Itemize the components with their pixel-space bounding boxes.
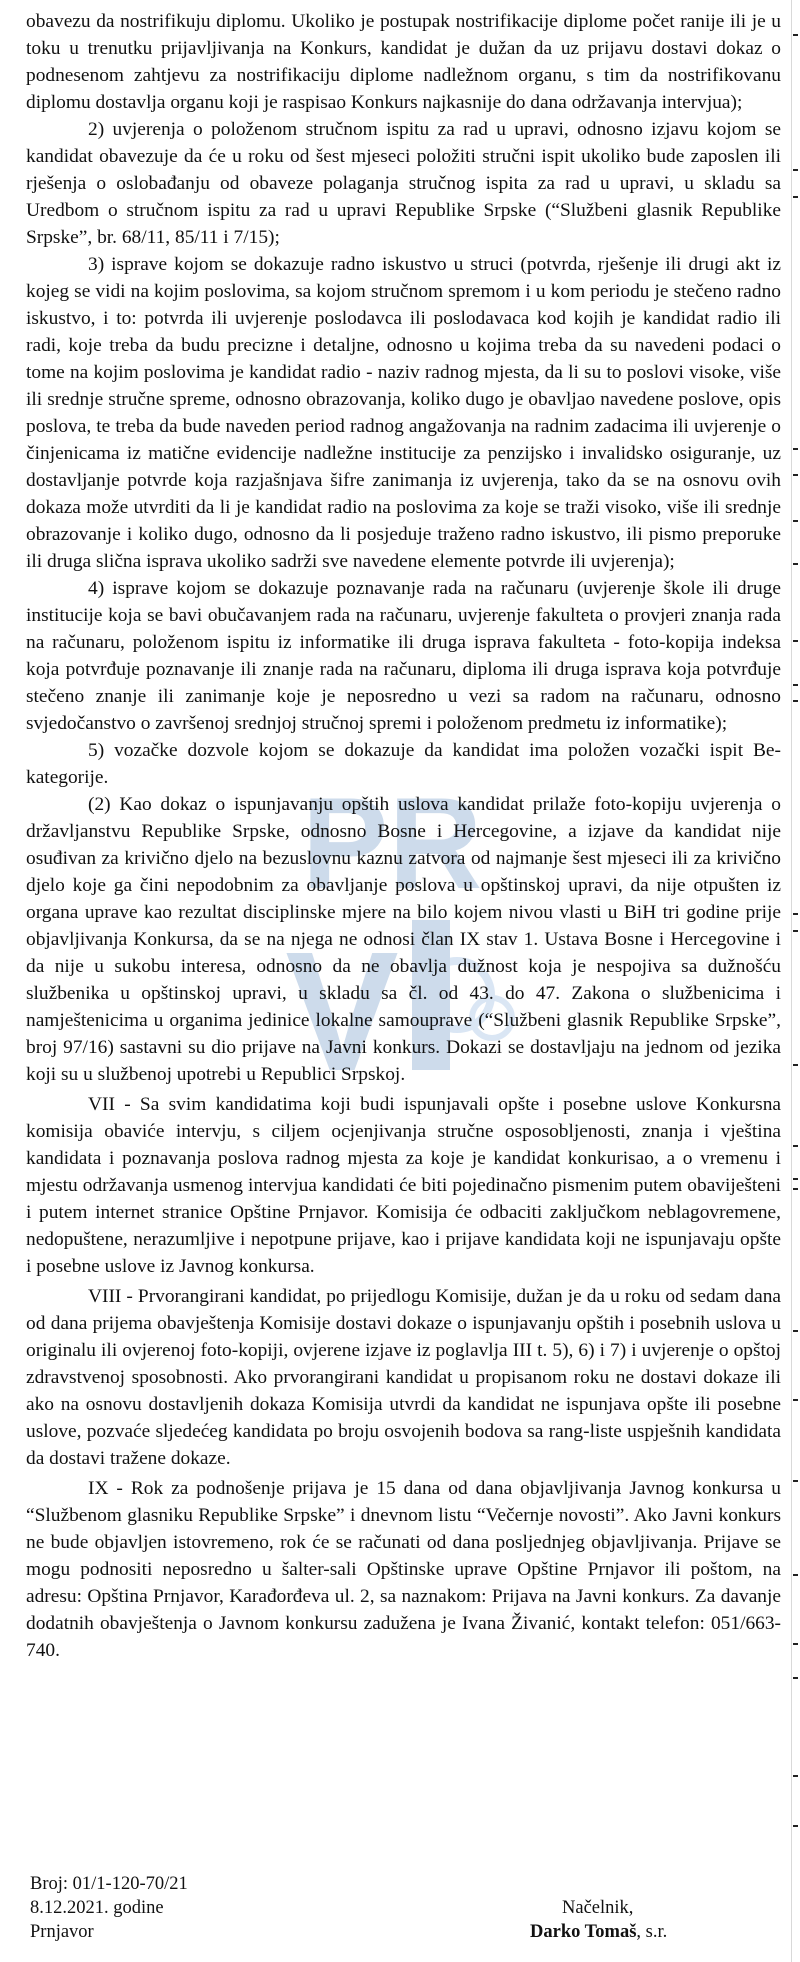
paragraph-general-conditions: (2) Kao dokaz o ispunjavanju opštih uslova kandidat prilaže foto-kopiju uvjerenja o državljanstvu Republike Srpske, odnosno Bosne i Hercegovine, a izjave da kandidat nije osuđivan za krivično djelo na bezuslovnu kaznu zatvora od najmanje šest mjeseci ili za krivično djelo koje ga čini nepodobnim za obavljanje poslova u opštinskoj upravi, da nije otpušten iz organa uprave kao rezultat disciplinske mjere na bilo kojem nivou vlasti u BiH tri godine prije objavljivanja Konkursa, da se na njega ne odnosi član IX stav 1. Ustava Bosne i Hercegovine i da nije u sukobu interesa, odnosno da ne obavlja dužnost koja je nespojiva sa dužnošću službenika u opštinskoj upravi, u skladu sa čl. od 43. do 47. Zakona o službenicima i namještenicima u organima jedinice lokalne samouprave (“Službeni glasnik Republike Srpske”, broj 97/16) sastavni su dio prijave na Javni konkurs. Dokazi se dostavljaju na jednom od jezika koji su u službenoj upotrebi u Republici Srpskoj. (26, 794, 781, 1085)
paragraph-item-3: 3) isprave kojom se dokazuje radno iskustvo u struci (potvrda, rješenje ili drugi akt iz kojeg se vidi na kojim poslovima, sa kojom stručnom spremom i u kom periodu je stečeno radno iskustvo, i to: potvrda ili uvjerenje poslodavca ili poslodavaca kod kojih je kandidat radio ili radi, koje treba da budu precizne i detaljne, odnosno u kojima treba da su navedeni podaci o tome na kojim poslovima je kandidat radio - naziv radnog mjesta, da li su to poslovi visoke, više ili srednje stručne spreme, odnosno obrazovanja, koliko dugo je obavljao navedene poslove, opis poslova, te treba da bude naveden period radnog angažovanja na radnim zadacima ili uvjerenje o činjenicama iz matične evidencije nadležne institucije za penzijsko i invalidsko osiguranje, uz dostavljanje potvrde koja razjašnjava šifre zanimanja iz uvjerenja, tako da se na osnovu ovih dokaza može utvrditi da li je kandidat radio na poslovima za koje se traži visoko, više ili srednje obrazovanje i koliko dugo, odnosno da li posjeduje traženo radno iskustvo, ili pismo preporuke ili druga slična isprava ukoliko sadrži sve navedene elemente potvrde ili uvjerenja); (26, 254, 781, 572)
reference-number: Broj: 01/1-120-70/21 (30, 1874, 188, 1894)
paragraph-item-2: 2) uvjerenja o položenom stručnom ispitu za rad u upravi, odnosno izjavu kojom se kandidat obavezuje da će u roku od šest mjeseci položiti stručni ispit ukoliko bude zaposlen ili rješenja o oslobađanju od obaveze polaganja stručnog ispita za rad u upravi, u skladu sa Uredbom o stručnom ispitu za rad u upravi Republike Srpske (“Službeni glasnik Republike Srpske”, br. 68/11, 85/11 i 7/15); (26, 119, 781, 248)
paragraph-section-vii: VII - Sa svim kandidatima koji budi ispunjavali opšte i posebne uslove Konkursna komisija obaviće intervju, s ciljem ocjenjivanja stručne osposobljenosti, znanja i vještina kandidata i poznavanja poslova radnog mjesta za koje je kandidat konkurisao, a o vremenu i mjestu održavanja usmenog intervjua kandidati će biti pojedinačno pismenim putem obaviješteni i putem internet stranice Opštine Prnjavor. Komisija će odbaciti zaključkom neblagovremene, nedopuštene, nerazumljive i nepotpune prijave, kao i prijave kandidata koji ne ispunjavaju opšte i posebne uslove iz Javnog konkursa. (26, 1094, 781, 1277)
signer-line (530, 1920, 667, 1944)
signer-title: Načelnik, (562, 1898, 634, 1918)
signer-suffix: , s.r. (636, 1922, 668, 1942)
paragraph-intro: obavezu da nostrifikuju diplomu. Ukoliko je postupak nostrifikacije diplome počet ranije ili je u toku u trenutku prijavljivanja na Konkurs, kandidat je dužan da uz prijavu dostavi dokaz o podnesenom zahtjevu za nostrifikaciju diplome nadležnom organu, s tim da nostrifikovanu diplomu dostavlja organu koji je raspisao Konkurs najkasnije do dana održavanja intervjua); (26, 11, 781, 113)
paragraph-section-ix: IX - Rok za podnošenje prijava je 15 dana od dana objavljivanja Javnog konkursa u “Službenom glasniku Republike Srpske” i dnevnom listu “Večernje novosti”. Ako Javni konkurs ne bude objavljen istovremeno, rok će se računati od dana posljednjeg objavljivanja. Prijave se mogu podnositi neposredno u šalter-sali Opštinske uprave Opštine Prnjavor ili poštom, na adresu: Opština Prnjavor, Karađorđeva ul. 2, sa naznakom: Prijava na Javni konkurs. Za davanje dodatnih obavještenja o Javnom konkursu zadužena je Ivana Živanić, kontakt telefon: 051/663-740. (26, 1478, 781, 1661)
issue-place: Prnjavor (30, 1922, 94, 1942)
paragraph-section-viii: VIII - Prvorangirani kandidat, po prijedlogu Komisije, dužan je da u roku od sedam dana od dana prijema obavještenja Komisije dostavi dokaze o ispunjavanju opštih i posebnih uslova u originalu ili ovjerenoj foto-kopiji, ovjerene izjave iz poglavlja III t. 5), 6) i 7) i uvjerenje o opštoj zdravstvenoj sposobnosti. Ako prvorangirani kandidat u propisanom roku ne dostavi dokaze ili ako na osnovu dostavljenih dokaza Komisija utvrdi da kandidat ne ispunjava opšte ili posebne uslove, pozvaće sljedećeg kandidata po broju osvojenih bodova sa rang-liste uspješnih kandidata da dostavi tražene dokaze. (26, 1286, 781, 1469)
adjacent-column-edge (790, 0, 800, 1962)
signature-block (530, 1872, 667, 1944)
watermark-letter-v: V (285, 917, 399, 1100)
paragraph-item-4: 4) isprave kojom se dokazuje poznavanje rada na računaru (uvjerenje škole ili druge institucije koja se bavi obučavanjem rada na računaru, uvjerenje fakulteta o provjeri znanja rada na računaru, položenom ispitu iz informatike ili druga isprava fakulteta - foto-kopija indeksa koja potvrđuje poznavanje ili znanje rada na računaru, diploma ili druga isprava koja potvrđuje stečeno znanje ili zanimanje koje je neposredno u vezi sa radom na računaru, odnosno svjedočanstvo o završenoj srednjoj stručnoj spremi i položenom predmetu iz informatike); (26, 578, 781, 734)
signer-name: Darko Tomaš (530, 1922, 637, 1942)
document-reference-block (30, 1872, 188, 1944)
watermark-letters-top: PR (301, 770, 483, 916)
article-body (26, 8, 781, 1664)
paragraph-item-5: 5) vozačke dozvole kojom se dokazuje da kandidat ima položen vozački ispit Be-kategorije. (26, 740, 781, 788)
issue-date: 8.12.2021. godine (30, 1898, 164, 1918)
